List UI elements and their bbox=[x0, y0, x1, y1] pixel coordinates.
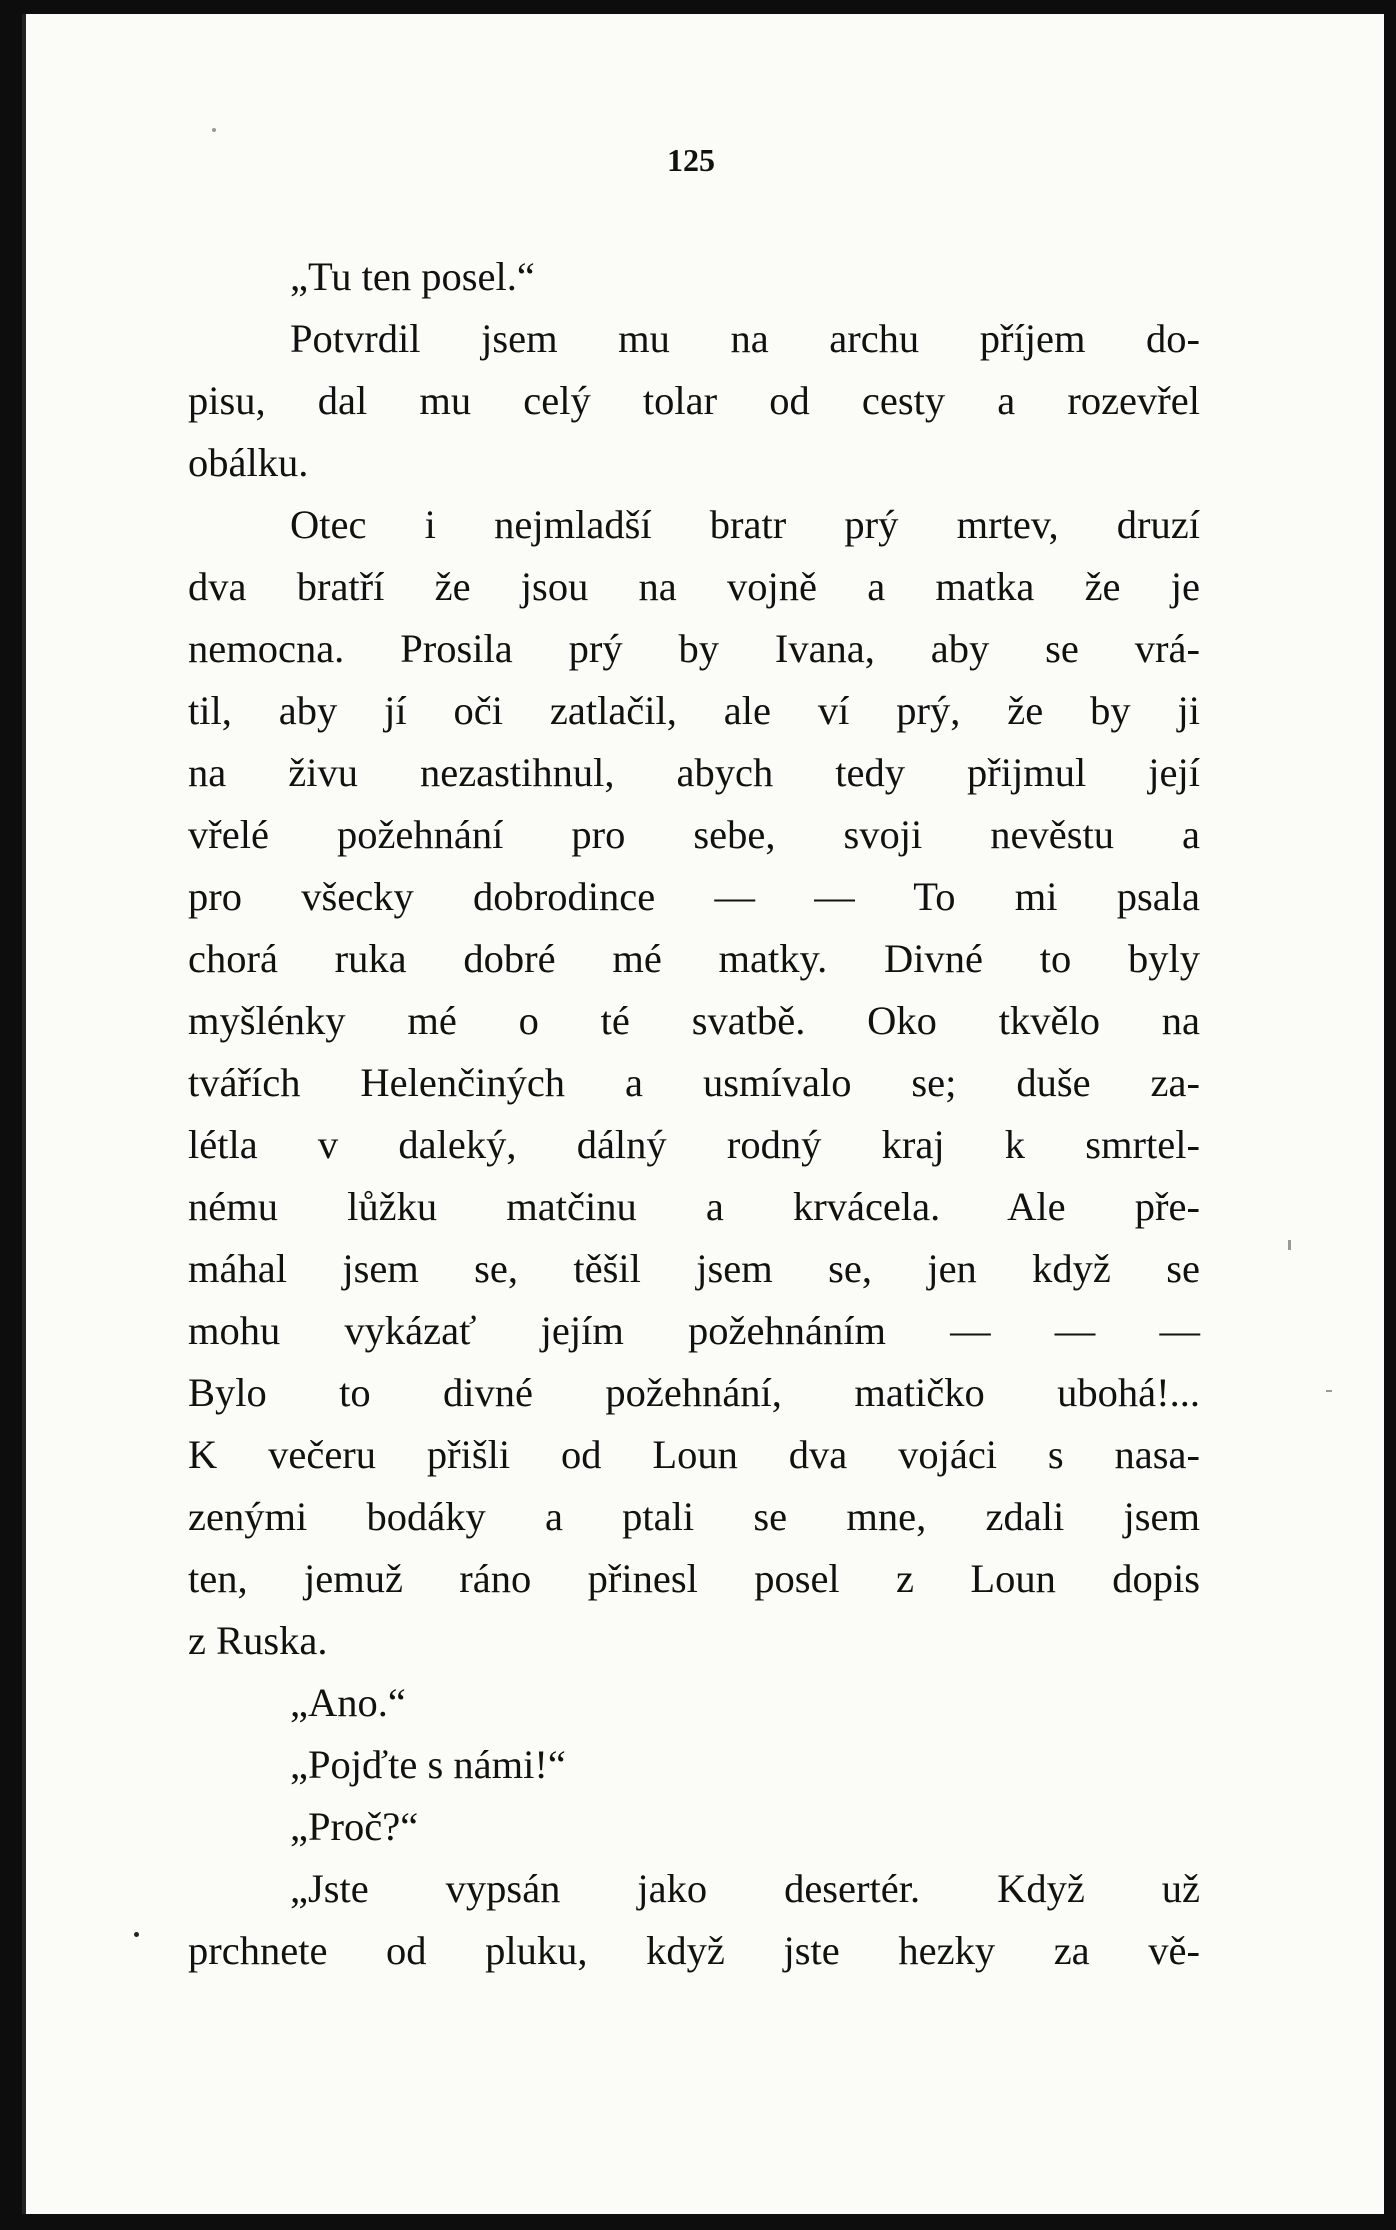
text-line: K večeru přišli od Loun dva vojáci s nasa- bbox=[188, 1432, 1200, 1477]
text-line: nemocna. Prosila prý by Ivana, aby se vrá- bbox=[188, 626, 1200, 671]
text-line: pro všecky dobrodince — — To mi psala bbox=[188, 874, 1200, 919]
text-line: máhal jsem se, těšil jsem se, jen když se bbox=[188, 1246, 1200, 1291]
text-line: „Jste vypsán jako desertér. Když už bbox=[290, 1866, 1200, 1911]
book-page bbox=[22, 14, 1384, 2214]
text-line: Otec i nejmladší bratr prý mrtev, druzí bbox=[290, 502, 1200, 547]
text-line: myšlénky mé o té svatbě. Oko tkvělo na bbox=[188, 998, 1200, 1043]
print-speck bbox=[1326, 1390, 1332, 1392]
text-line: mohu vykázať jejím požehnáním — — — bbox=[188, 1308, 1200, 1353]
text-line: tvářích Helenčiných a usmívalo se; duše za- bbox=[188, 1060, 1200, 1105]
text-line: vřelé požehnání pro sebe, svoji nevěstu a bbox=[188, 812, 1200, 857]
text-line: zenými bodáky a ptali se mne, zdali jsem bbox=[188, 1494, 1200, 1539]
text-line: „Ano.“ bbox=[290, 1680, 406, 1725]
page-number: 125 bbox=[667, 142, 715, 178]
text-line: „Pojďte s námi!“ bbox=[290, 1742, 566, 1787]
text-line: pisu, dal mu celý tolar od cesty a rozevřel bbox=[188, 378, 1200, 423]
text-line: „Proč?“ bbox=[290, 1804, 419, 1849]
text-line: til, aby jí oči zatlačil, ale ví prý, že by ji bbox=[188, 688, 1200, 733]
text-line: z Ruska. bbox=[188, 1618, 328, 1663]
page-body-text bbox=[188, 246, 1200, 1982]
text-line: Potvrdil jsem mu na archu příjem do- bbox=[290, 316, 1200, 361]
text-line: ten, jemuž ráno přinesl posel z Loun dopis bbox=[188, 1556, 1200, 1601]
text-line: obálku. bbox=[188, 440, 309, 485]
text-line: na živu nezastihnul, abych tedy přijmul její bbox=[188, 750, 1200, 795]
print-speck bbox=[1288, 1240, 1291, 1250]
text-line: dva bratří že jsou na vojně a matka že je bbox=[188, 564, 1200, 609]
text-line: prchnete od pluku, když jste hezky za vě- bbox=[188, 1928, 1200, 1973]
text-line: nému lůžku matčinu a krvácela. Ale pře- bbox=[188, 1184, 1200, 1229]
print-speck bbox=[134, 1932, 139, 1937]
text-line: chorá ruka dobré mé matky. Divné to byly bbox=[188, 936, 1200, 981]
text-line: létla v daleký, dálný rodný kraj k smrtel- bbox=[188, 1122, 1200, 1167]
text-line: „Tu ten posel.“ bbox=[290, 254, 535, 299]
text-line: Bylo to divné požehnání, matičko ubohá!... bbox=[188, 1370, 1200, 1415]
print-speck bbox=[212, 128, 216, 132]
